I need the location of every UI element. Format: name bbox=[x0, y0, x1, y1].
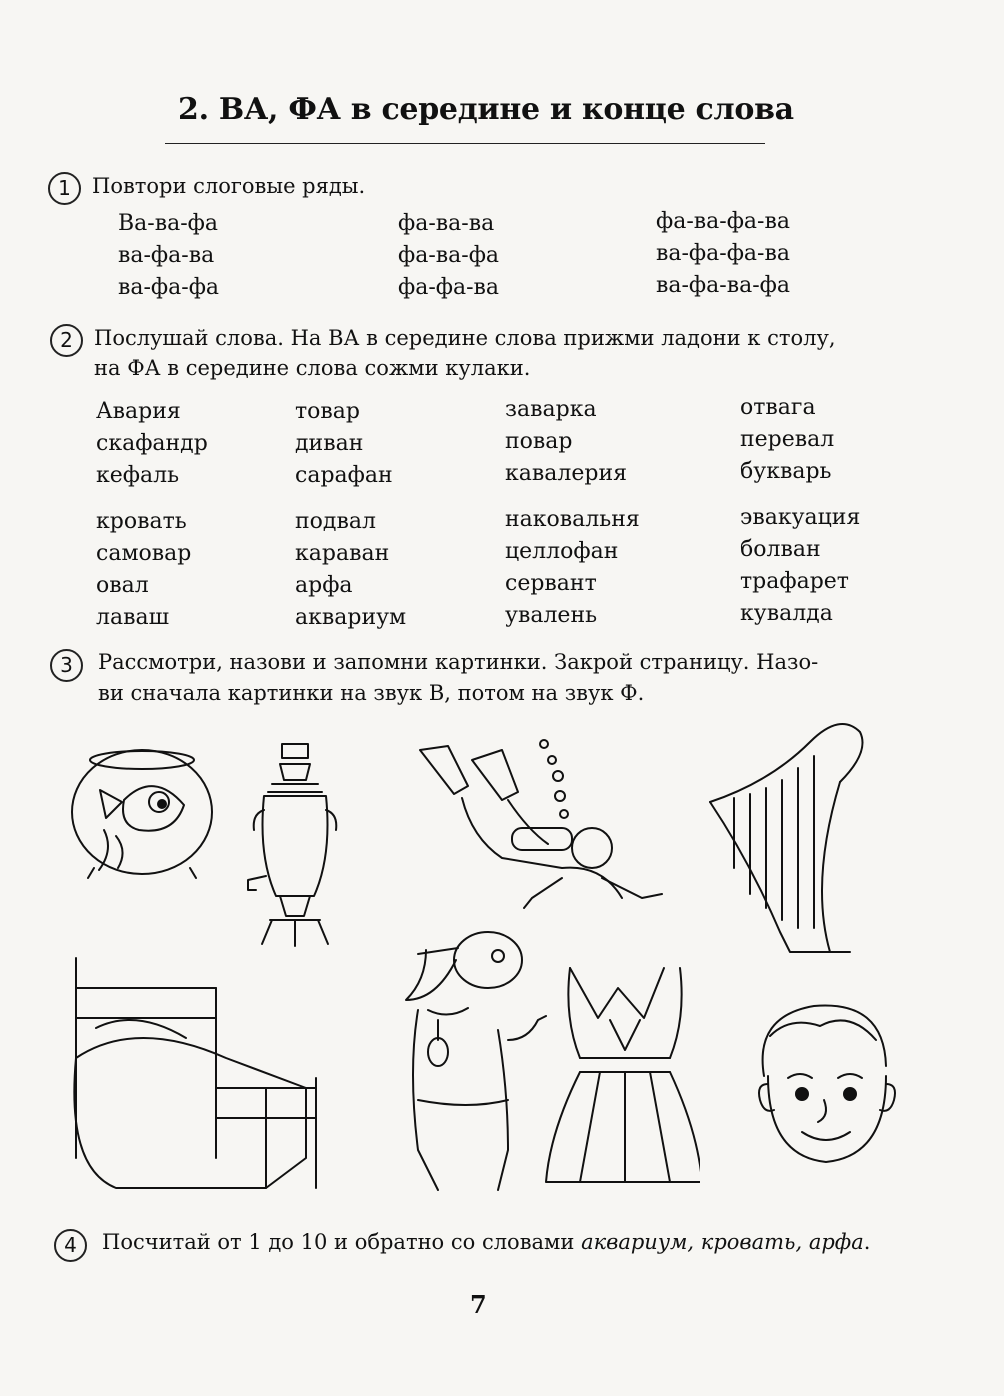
syllable-row: Ва-ва-фа bbox=[118, 211, 218, 236]
word: кавалерия bbox=[505, 461, 627, 486]
syllables-column-1 bbox=[118, 208, 219, 304]
syllable-row: ва-фа-фа bbox=[118, 275, 220, 300]
task-1-instruction: Повтори слоговые ряды. bbox=[92, 174, 366, 198]
word: кровать bbox=[96, 509, 187, 534]
harp-picture bbox=[700, 718, 880, 968]
samovar-picture bbox=[240, 740, 350, 960]
word: повар bbox=[505, 429, 573, 454]
word: сарафан bbox=[295, 463, 393, 488]
word: букварь bbox=[740, 459, 832, 484]
cow-picture bbox=[378, 920, 548, 1195]
word: увалень bbox=[505, 603, 598, 628]
task-4-number: 4 bbox=[54, 1229, 87, 1262]
word: заварка bbox=[505, 397, 597, 422]
task-4-instruction bbox=[102, 1226, 870, 1258]
word: болван bbox=[740, 537, 821, 562]
title-underline bbox=[165, 143, 765, 144]
word: товар bbox=[295, 399, 361, 424]
word: целлофан bbox=[505, 539, 619, 564]
task-1-number: 1 bbox=[48, 172, 81, 205]
syllables-column-3 bbox=[656, 206, 790, 302]
syllable-row: ва-фа-ва-фа bbox=[656, 273, 790, 298]
word: кефаль bbox=[96, 463, 180, 488]
word: караван bbox=[295, 541, 390, 566]
word: перевал bbox=[740, 427, 835, 452]
syllable-row: фа-ва-фа bbox=[398, 243, 500, 268]
syllable-row: фа-ва-ва bbox=[398, 211, 495, 236]
word: Авария bbox=[96, 399, 181, 424]
words-group1-column-2 bbox=[295, 396, 393, 492]
word: эвакуация bbox=[740, 505, 861, 530]
task-3-instruction-line-2: ви сначала картинки на звук В, потом на звук Ф. bbox=[98, 681, 645, 705]
syllable-row: фа-ва-фа-ва bbox=[656, 209, 790, 234]
words-group1-column-3 bbox=[505, 394, 627, 490]
word: подвал bbox=[295, 509, 376, 534]
words-group2-column-4 bbox=[740, 502, 860, 630]
words-group1-column-4 bbox=[740, 392, 834, 488]
word: трафарет bbox=[740, 569, 849, 594]
task-4-text: Посчитай от 1 до 10 и обратно со словами bbox=[102, 1230, 582, 1254]
section-title: 2. ВА, ФА в середине и конце слова bbox=[178, 92, 794, 127]
word: самовар bbox=[96, 541, 192, 566]
word: скафандр bbox=[96, 431, 208, 456]
word: диван bbox=[295, 431, 364, 456]
task-3-instruction-line-1: Рассмотри, назови и запомни картинки. Закрой страницу. Назо- bbox=[98, 650, 819, 674]
words-group2-column-2 bbox=[295, 506, 406, 634]
word: лаваш bbox=[96, 605, 170, 630]
words-group2-column-3 bbox=[505, 504, 640, 632]
task-2-number: 2 bbox=[50, 324, 83, 357]
task-4-words: аквариум, кровать, арфа bbox=[581, 1230, 864, 1254]
word: кувалда bbox=[740, 601, 833, 626]
word: овал bbox=[96, 573, 149, 598]
task-3-number: 3 bbox=[50, 649, 83, 682]
task-2-instruction-line-2: на ФА в середине слова сожми кулаки. bbox=[94, 356, 531, 380]
bed-picture bbox=[66, 948, 326, 1198]
word: отвага bbox=[740, 395, 816, 420]
syllable-row: ва-фа-ва bbox=[118, 243, 215, 268]
words-group2-column-1 bbox=[96, 506, 191, 634]
sarafan-dress-picture bbox=[540, 960, 700, 1190]
word: аквариум bbox=[295, 605, 407, 630]
word: арфа bbox=[295, 573, 353, 598]
boy-face-picture bbox=[748, 996, 898, 1171]
task-4-period: . bbox=[863, 1230, 871, 1254]
syllables-column-2 bbox=[398, 208, 499, 304]
words-group1-column-1 bbox=[96, 396, 208, 492]
syllable-row: ва-фа-фа-ва bbox=[656, 241, 790, 266]
syllable-row: фа-фа-ва bbox=[398, 275, 500, 300]
word: наковальня bbox=[505, 507, 640, 532]
task-2-instruction-line-1: Послушай слова. На ВА в середине слова прижми ладони к столу, bbox=[94, 326, 836, 350]
diver-picture bbox=[412, 738, 682, 918]
aquarium-fish-picture bbox=[64, 740, 224, 890]
page-number: 7 bbox=[470, 1290, 487, 1319]
word: сервант bbox=[505, 571, 597, 596]
